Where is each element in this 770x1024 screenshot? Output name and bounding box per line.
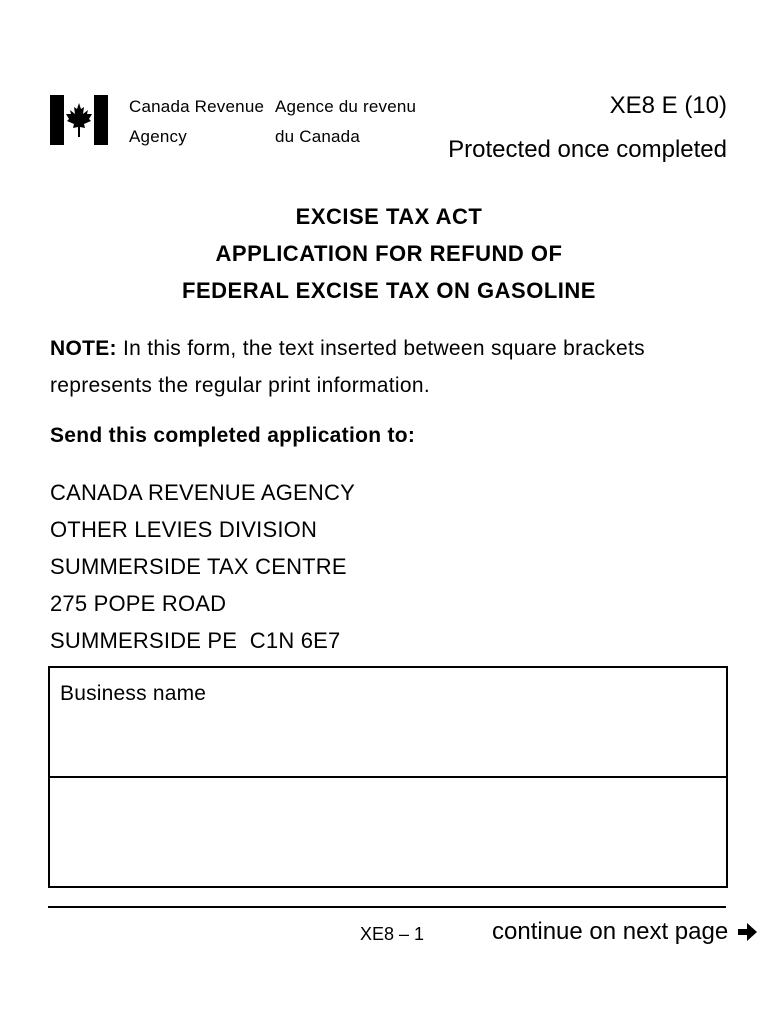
agency-name-french [275, 92, 416, 152]
business-name-continuation-field[interactable] [48, 776, 728, 888]
note-text: In this form, the text inserted between square brackets represents the regular print information. [50, 337, 645, 397]
agency-fr-line2: du Canada [275, 127, 360, 146]
address-line: SUMMERSIDE TAX CENTRE [50, 554, 347, 579]
mailing-address [50, 474, 355, 659]
form-title [0, 198, 770, 309]
address-line: CANADA REVENUE AGENCY [50, 480, 355, 505]
continue-text: continue on next page [492, 918, 729, 945]
title-line3: FEDERAL EXCISE TAX ON GASOLINE [182, 278, 596, 303]
agency-en-line2: Agency [129, 127, 187, 146]
arrow-right-icon [736, 921, 758, 943]
form-code: XE8 E (10) [609, 92, 727, 119]
footer-divider [48, 906, 726, 908]
address-line: 275 POPE ROAD [50, 591, 227, 616]
title-line2: APPLICATION FOR REFUND OF [215, 241, 563, 266]
continue-next-page [492, 918, 758, 946]
title-line1: EXCISE TAX ACT [295, 204, 483, 229]
business-name-label: Business name [60, 682, 207, 705]
business-name-field[interactable] [48, 666, 728, 778]
send-to-heading: Send this completed application to: [50, 424, 416, 447]
address-line: OTHER LEVIES DIVISION [50, 517, 318, 542]
agency-fr-line1: Agence du revenu [275, 97, 417, 116]
address-line: SUMMERSIDE PE C1N 6E7 [50, 628, 341, 653]
note-label: NOTE: [50, 337, 117, 360]
agency-name-english [129, 92, 264, 152]
note-paragraph [50, 330, 730, 404]
canada-flag-icon [50, 95, 108, 145]
page-number: XE8 – 1 [360, 924, 425, 944]
maple-leaf-icon [65, 102, 93, 138]
protected-notice: Protected once completed [448, 136, 727, 163]
agency-en-line1: Canada Revenue [129, 97, 265, 116]
